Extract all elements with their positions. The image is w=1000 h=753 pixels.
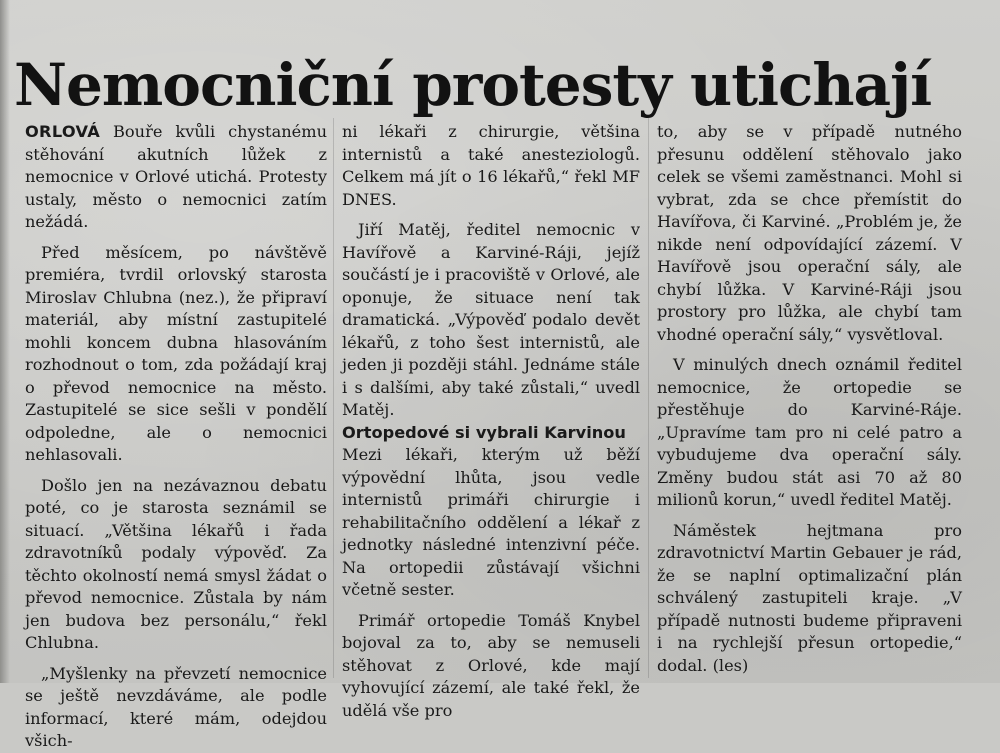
paragraph: V minulých dnech oznámil ředitel nemocnice, že ortopedie se přestěhuje do Karviné-Ráje. „Upravíme tam pro ni celé patro a vybudujeme dva operační sály. Změny budou stát asi 70 až 80 milionů korun,“ uvedl ředitel Matěj. bbox=[657, 355, 962, 509]
paragraph bbox=[25, 121, 327, 234]
paragraph: Jiří Matěj, ředitel nemocnic v Havířově a Karviné-Ráji, jejíž součástí je i pracoviště v Orlové, ale oponuje, že situace není tak dramatická. „Výpověď podalo devět lékařů, z toho šest internistů, ale jeden ji později stáhl. Jednáme stále i s dalšími, aby také zůstali,“ uvedl Matěj. bbox=[342, 220, 640, 419]
scan-edge-shadow bbox=[0, 0, 10, 683]
paragraph: Náměstek hejtmana pro zdravotnictví Martin Gebauer je rád, že se naplní optimalizační plán schválený zastupiteli kraje. „V případě nutnosti budeme připraveni i na rychlejší přesun ortopedie,“ dodal. (les) bbox=[657, 520, 962, 675]
paragraph: to, aby se v případě nutného přesunu oddělení stěhovalo jako celek se všemi zaměstnanci. Mohl si vybrat, zda se chce přemístit do Havířova, či Karviné. „Problém je, že nikde není odpovídající zázemí. V Havířově jsou operační sály, ale chybí lůžka. V Karviné-Ráji jsou prostory pro lůžka, ale chybí tam vhodné operační sály,“ vysvětloval. bbox=[657, 122, 962, 344]
paragraph: Mezi lékaři, kterým už běží výpovědní lhůta, jsou vedle internistů primáři chirurgie i rehabilitačního oddělení a lékař z jednotky následné intenzivní péče. Na ortopedii zůstávají všichni včetně sester. bbox=[342, 445, 640, 599]
column-divider bbox=[648, 118, 649, 678]
column-divider bbox=[333, 118, 334, 678]
headline: Nemocniční protesty utichají bbox=[14, 50, 932, 119]
paragraph-text: Bouře kvůli chystanému stěhování akutních lůžek z nemocnice v Orlové utichá. Protesty ustaly, město o nemocnici zatím nežádá. bbox=[25, 122, 327, 231]
paragraph: ni lékaři z chirurgie, většina internistů a také anesteziologů. Celkem má jít o 16 lékařů,“ řekl MF DNES. bbox=[342, 122, 640, 209]
dateline: ORLOVÁ bbox=[25, 122, 101, 141]
paragraph: „Myšlenky na převzetí nemocnice se ještě nevzdáváme, ale podle informací, které mám, odejdou všich- bbox=[25, 663, 327, 750]
subheading: Ortopedové si vybrali Karvinou bbox=[342, 422, 626, 442]
column-3 bbox=[657, 121, 962, 677]
column-1 bbox=[25, 121, 327, 753]
paragraph: Primář ortopedie Tomáš Knybel bojoval za to, aby se nemuseli stěhovat z Orlové, kde mají vyhovující zázemí, ale také řekl, že udělá vše pro bbox=[342, 610, 640, 720]
paragraph: Došlo jen na nezávaznou debatu poté, co je starosta seznámil se situací. „Většina lékařů i řada zdravotníků podaly výpověď. Za těchto okolností nemá smysl žádat o převod nemocnice. Zůstala by nám jen budova bez personálu,“ řekl Chlubna. bbox=[25, 475, 327, 652]
paragraph: Před měsícem, po návštěvě premiéra, tvrdil orlovský starosta Miroslav Chlubna (nez.), že připraví materiál, aby místní zastupitelé mohli koncem dubna hlasováním rozhodnout o tom, zda požádají kraj o převod nemocnice na město. Zastupitelé se sice sešli v pondělí odpoledne, ale o nemocnici nehlasovali. bbox=[25, 242, 327, 464]
column-2 bbox=[342, 121, 640, 722]
